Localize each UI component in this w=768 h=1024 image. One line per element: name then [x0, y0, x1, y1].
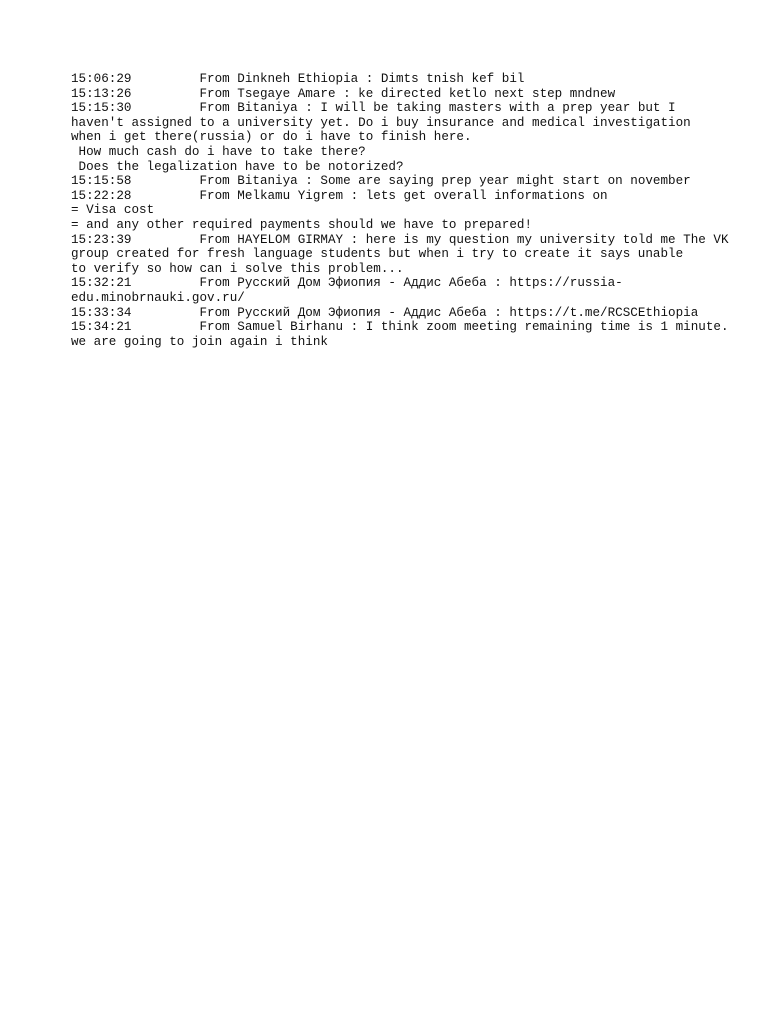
chat-line: 15:23:39 From HAYELOM GIRMAY : here is my question my university told me The VK — [71, 232, 729, 247]
chat-line: = and any other required payments should we have to prepared! — [71, 217, 533, 232]
chat-line: 15:15:30 From Bitaniya : I will be taking masters with a prep year but I — [71, 101, 676, 116]
chat-line: 15:32:21 From Русский Дом Эфиопия - Аддис Абеба : https://russia- — [71, 276, 623, 291]
chat-line: How much cash do i have to take there? — [71, 144, 366, 159]
chat-line: group created for fresh language students but when i try to create it says unable — [71, 247, 684, 262]
chat-line: 15:22:28 From Melkamu Yigrem : lets get overall informations on — [71, 188, 608, 203]
chat-line: 15:34:21 From Samuel Birhanu : I think zoom meeting remaining time is 1 minute. — [71, 320, 729, 335]
chat-line: 15:33:34 From Русский Дом Эфиопия - Аддис Абеба : https://t.me/RCSCEthiopia — [71, 305, 699, 320]
chat-line: we are going to join again i think — [71, 334, 328, 349]
chat-line: edu.minobrnauki.gov.ru/ — [71, 290, 245, 305]
chat-line: 15:06:29 From Dinkneh Ethiopia : Dimts tnish kef bil — [71, 72, 525, 86]
chat-line: = Visa cost — [71, 203, 155, 218]
chat-line: to verify so how can i solve this problem... — [71, 261, 404, 276]
chat-line: haven't assigned to a university yet. Do i buy insurance and medical investigation — [71, 115, 691, 130]
chat-line: when i get there(russia) or do i have to finish here. — [71, 130, 472, 145]
chat-line: 15:15:58 From Bitaniya : Some are saying prep year might start on november — [71, 174, 691, 189]
chat-transcript — [71, 72, 729, 349]
chat-line: 15:13:26 From Tsegaye Amare : ke directed ketlo next step mndnew — [71, 86, 616, 101]
chat-line: Does the legalization have to be notorized? — [71, 159, 404, 174]
